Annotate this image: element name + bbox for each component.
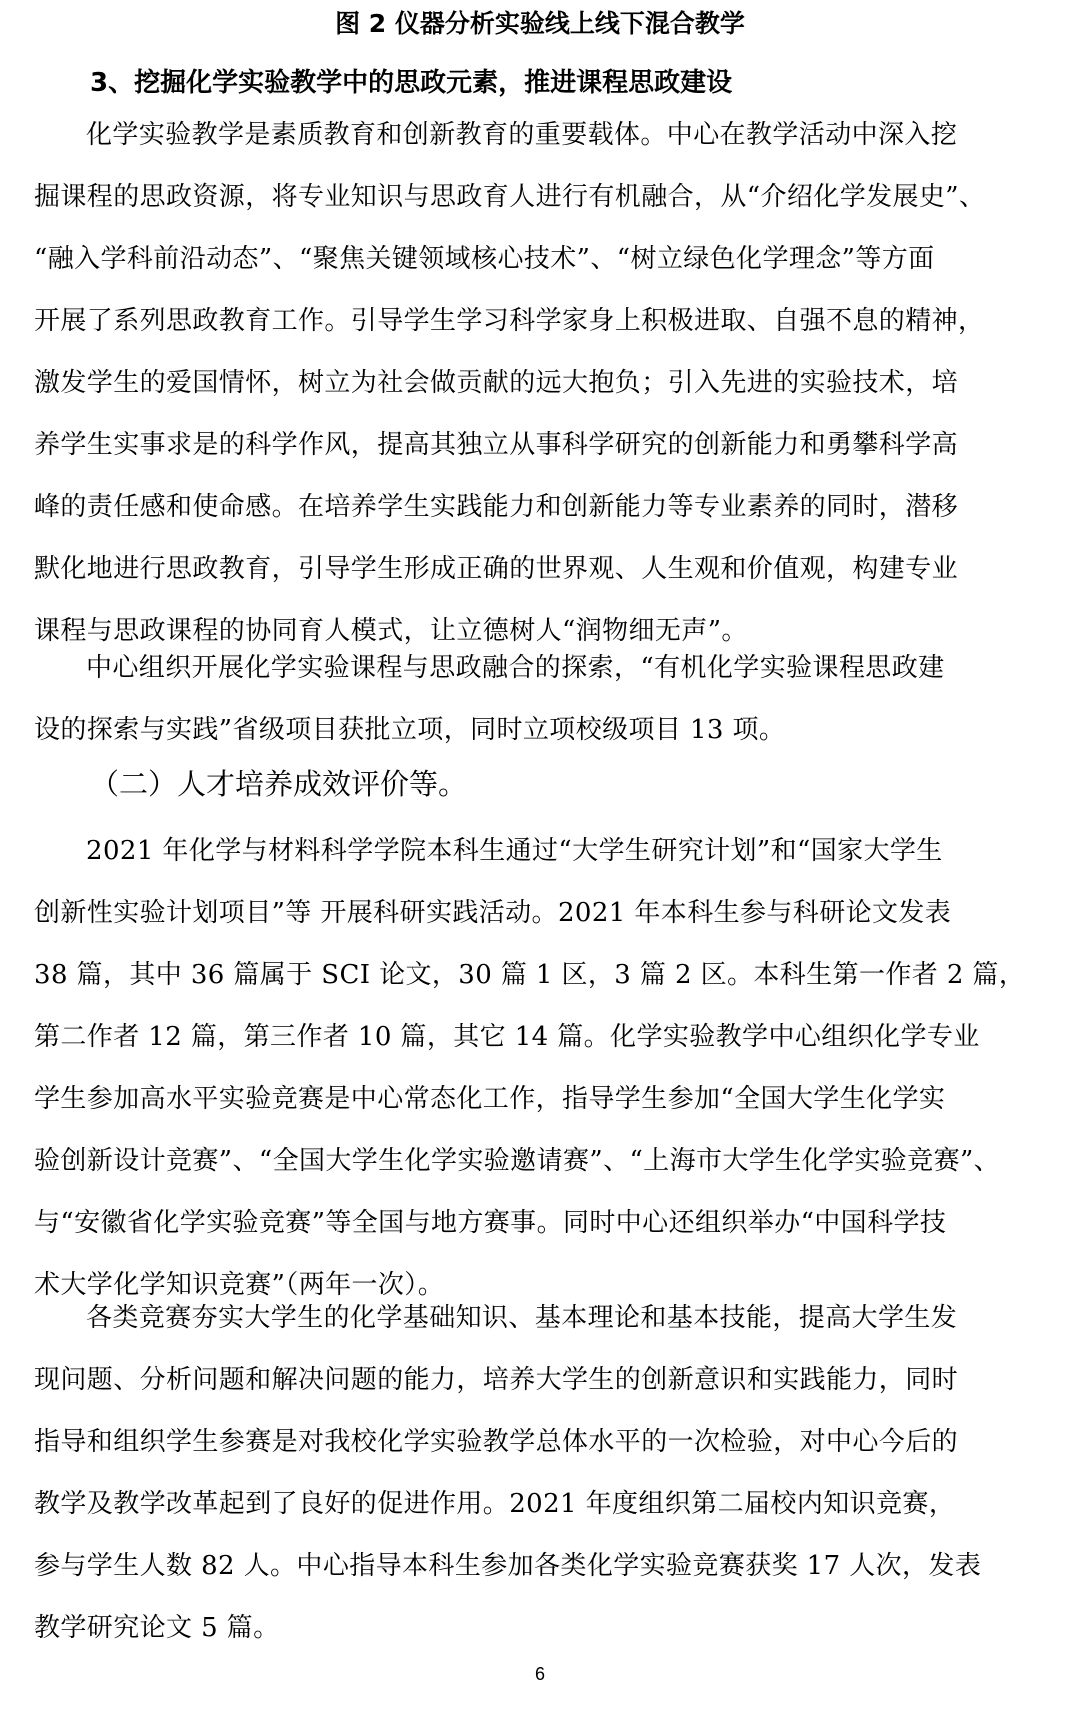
paragraph-line: 峰的责任感和使命感。在培养学生实践能力和创新能力等专业素养的同时，潜移 — [34, 492, 959, 522]
paragraph-line: 养学生实事求是的科学作风，提高其独立从事科学研究的创新能力和勇攀科学高 — [34, 430, 959, 460]
paragraph-line: 学生参加高水平实验竞赛是中心常态化工作，指导学生参加“全国大学生化学实 — [34, 1084, 946, 1114]
paragraph-line: 开展了系列思政教育工作。引导学生学习科学家身上积极进取、自强不息的精神， — [34, 306, 985, 336]
paragraph-line: 默化地进行思政教育，引导学生形成正确的世界观、人生观和价值观，构建专业 — [34, 554, 959, 584]
paragraph-competitions — [34, 1287, 1046, 1659]
paragraph-line: 掘课程的思政资源，将专业知识与思政育人进行有机融合，从“介绍化学发展史”、 — [34, 182, 986, 212]
paragraph-line: 化学实验教学是素质教育和创新教育的重要载体。中心在教学活动中深入挖 — [86, 120, 958, 150]
page-number: 6 — [534, 1664, 545, 1684]
paragraph-line: 中心组织开展化学实验课程与思政融合的探索，“有机化学实验课程思政建 — [86, 653, 945, 683]
paragraph-line: 教学研究论文 5 篇。 — [34, 1613, 280, 1643]
paragraph-line: 教学及教学改革起到了良好的促进作用。2021 年度组织第二届校内知识竞赛， — [34, 1489, 956, 1519]
paragraph-line: 第二作者 12 篇，第三作者 10 篇，其它 14 篇。化学实验教学中心组织化学专业 — [34, 1022, 980, 1052]
paragraph-line: 创新性实验计划项目”等 开展科研实践活动。2021 年本科生参与科研论文发表 — [34, 898, 952, 928]
paragraph-line: 指导和组织学生参赛是对我校化学实验教学总体水平的一次检验，对中心今后的 — [34, 1427, 959, 1457]
paragraph-line: 设的探索与实践”省级项目获批立项，同时立项校级项目 13 项。 — [34, 715, 786, 745]
paragraph-line: 2021 年化学与材料科学学院本科生通过“大学生研究计划”和“国家大学生 — [86, 836, 943, 866]
paragraph-line: 与“安徽省化学实验竞赛”等全国与地方赛事。同时中心还组织举办“中国科学技 — [34, 1208, 947, 1238]
paragraph-line: 参与学生人数 82 人。中心指导本科生参加各类化学实验竞赛获奖 17 人次，发表 — [34, 1551, 982, 1581]
paragraph-line: 各类竞赛夯实大学生的化学基础知识、基本理论和基本技能，提高大学生发 — [86, 1303, 958, 1333]
subheading-talent-evaluation: （二）人才培养成效评价等。 — [90, 767, 468, 801]
paragraph-ideology-elements — [34, 104, 1046, 662]
paragraph-line: 课程与思政课程的协同育人模式，让立德树人“润物细无声”。 — [34, 616, 748, 646]
paragraph-research-practice — [34, 820, 1046, 1316]
paragraph-line: 术大学化学知识竞赛”（两年一次）。 — [34, 1270, 445, 1300]
paragraph-line: 现问题、分析问题和解决问题的能力，培养大学生的创新意识和实践能力，同时 — [34, 1365, 959, 1395]
section-heading: 3、挖掘化学实验教学中的思政元素，推进课程思政建设 — [90, 68, 733, 98]
paragraph-line: “融入学科前沿动态”、“聚焦关键领域核心技术”、“树立绿色化学理念”等方面 — [34, 244, 935, 274]
figure-caption: 图 2 仪器分析实验线上线下混合教学 — [335, 9, 745, 38]
paragraph-line: 38 篇，其中 36 篇属于 SCI 论文，30 篇 1 区，3 篇 2 区。本科生第一作者 2 篇， — [34, 960, 1026, 990]
paragraph-line: 验创新设计竞赛”、“全国大学生化学实验邀请赛”、“上海市大学生化学实验竞赛”、 — [34, 1146, 1001, 1176]
paragraph-line: 激发学生的爱国情怀，树立为社会做贡献的远大抱负；引入先进的实验技术，培 — [34, 368, 959, 398]
paragraph-ideology-projects — [34, 637, 1046, 761]
